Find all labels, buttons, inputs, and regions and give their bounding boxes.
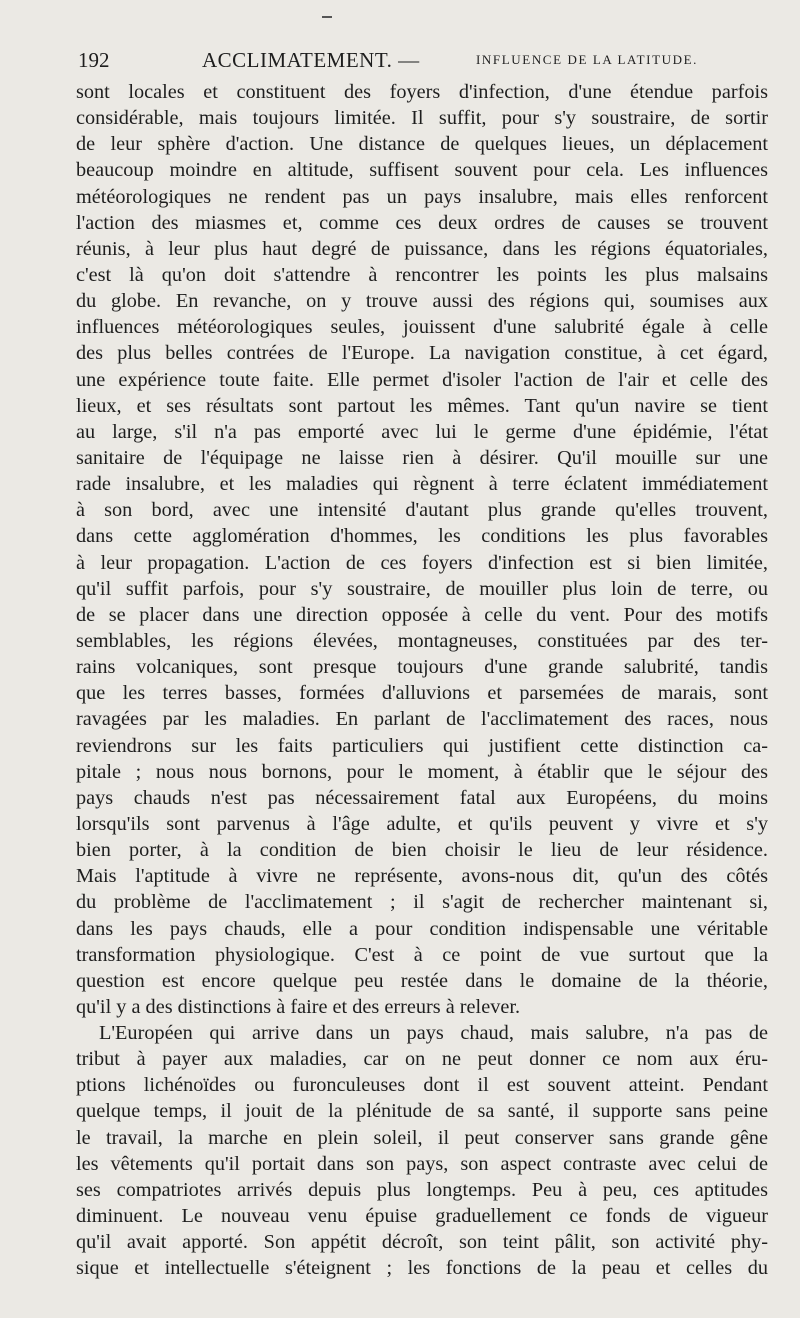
text-line: du problème de l'acclimatement ; il s'agit de rechercher maintenant si, [76,891,768,914]
text-line: sanitaire de l'équipage ne laisse rien à désirer. Qu'il mouille sur une [76,446,768,469]
text-line: qu'il y a des distinctions à faire et des erreurs à relever. [76,995,521,1018]
text-line: Mais l'aptitude à vivre ne représente, avons-nous dit, qu'un des côtés [76,865,768,888]
text-line: météorologiques ne rendent pas un pays insalubre, mais elles renforcent [76,185,768,208]
text-line: de leur sphère d'action. Une distance de quelques lieues, un déplacement [76,133,768,156]
running-title: ACCLIMATEMENT. — [202,48,420,72]
text-line: que les terres basses, formées d'alluvions et parsemées de marais, sont [76,682,768,705]
text-line: bien porter, à la condition de bien choisir le lieu de leur résidence. [76,839,768,862]
text-line: à leur propagation. L'action de ces foyers d'infection est si bien limitée, [76,551,768,574]
text-line: de se placer dans une direction opposée à celle du vent. Pour des motifs [76,603,768,626]
running-subtitle: INFLUENCE DE LA LATITUDE. [476,52,698,67]
text-line: le travail, la marche en plein soleil, il peut conserver sans grande gêne [76,1126,768,1149]
text-line: les vêtements qu'il portait dans son pays, son aspect contraste avec celui de [76,1152,768,1175]
text-line: des plus belles contrées de l'Europe. La navigation constitue, à cet égard, [76,342,768,365]
text-line: au large, s'il n'a pas emporté avec lui le germe d'une épidémie, l'état [76,420,768,443]
text-line: lieux, et ses résultats sont partout les mêmes. Tant qu'un navire se tient [76,394,768,417]
text-line: à son bord, avec une intensité d'autant plus grande qu'elles trouvent, [76,499,768,522]
text-line: beaucoup moindre en altitude, suffisent souvent pour cela. Les influences [76,159,768,182]
top-dash-mark [322,16,332,18]
text-line: c'est là qu'on doit s'attendre à rencontrer les points les plus malsains [76,263,768,286]
text-line: qu'il avait apporté. Son appétit décroît, son teint pâlit, son activité phy- [76,1231,768,1254]
text-line: lorsqu'ils sont parvenus à l'âge adulte, et qu'ils peuvent y vivre et s'y [76,812,768,835]
page-number: 192 [78,48,110,72]
text-line: sique et intellectuelle s'éteignent ; les fonctions de la peau et celles du [76,1257,768,1280]
text-line: quelque temps, il jouit de la plénitude de sa santé, il supporte sans peine [76,1100,768,1123]
text-line: question est encore quelque peu restée dans le domaine de la théorie, [76,969,768,992]
text-line: réunis, à leur plus haut degré de puissance, dans les régions équatoriales, [76,237,768,260]
text-line: ptions lichénoïdes ou furonculeuses dont il est souvent atteint. Pendant [76,1074,768,1097]
text-line: transformation physiologique. C'est à ce point de vue surtout que la [76,943,768,966]
text-line: du globe. En revanche, on y trouve aussi des régions qui, soumises aux [76,290,768,313]
text-line: semblables, les régions élevées, montagneuses, constituées par des ter- [76,629,768,652]
text-line: pays chauds n'est pas nécessairement fatal aux Européens, du moins [76,786,768,809]
text-line: reviendrons sur les faits particuliers qui justifient cette distinction ca- [76,734,768,757]
text-line: considérable, mais toujours limitée. Il suffit, pour s'y soustraire, de sortir [76,107,768,130]
text-line: ravagées par les maladies. En parlant de l'acclimatement des races, nous [76,708,768,731]
text-line: tribut à payer aux maladies, car on ne peut donner ce nom aux éru- [76,1048,768,1071]
text-line: influences météorologiques seules, jouissent d'une salubrité égale à celle [76,316,768,339]
text-line: L'Européen qui arrive dans un pays chaud, mais salubre, n'a pas de [99,1022,768,1045]
text-line: pitale ; nous nous bornons, pour le moment, à établir que le séjour des [76,760,768,783]
text-line: rains volcaniques, sont presque toujours d'une grande salubrité, tandis [76,656,768,679]
body-text [76,79,768,1281]
text-line: ses compatriotes arrivés depuis plus longtemps. Peu à peu, ces aptitudes [76,1178,768,1201]
text-line: sont locales et constituent des foyers d'infection, d'une étendue parfois [76,81,768,103]
text-line: qu'il suffit parfois, pour s'y soustraire, de mouiller plus loin de terre, ou [76,577,768,600]
text-line: une expérience toute faite. Elle permet d'isoler l'action de l'air et celle des [76,368,768,391]
text-line: dans les pays chauds, elle a pour condition indispensable une véritable [76,917,768,940]
text-line: rade insalubre, et les maladies qui règnent à terre éclatent immédiatement [76,473,768,496]
text-line: diminuent. Le nouveau venu épuise graduellement ce fonds de vigueur [76,1205,768,1228]
text-line: l'action des miasmes et, comme ces deux ordres de causes se trouvent [76,211,768,234]
running-header [78,44,768,76]
text-line: dans cette agglomération d'hommes, les conditions les plus favorables [76,525,768,548]
